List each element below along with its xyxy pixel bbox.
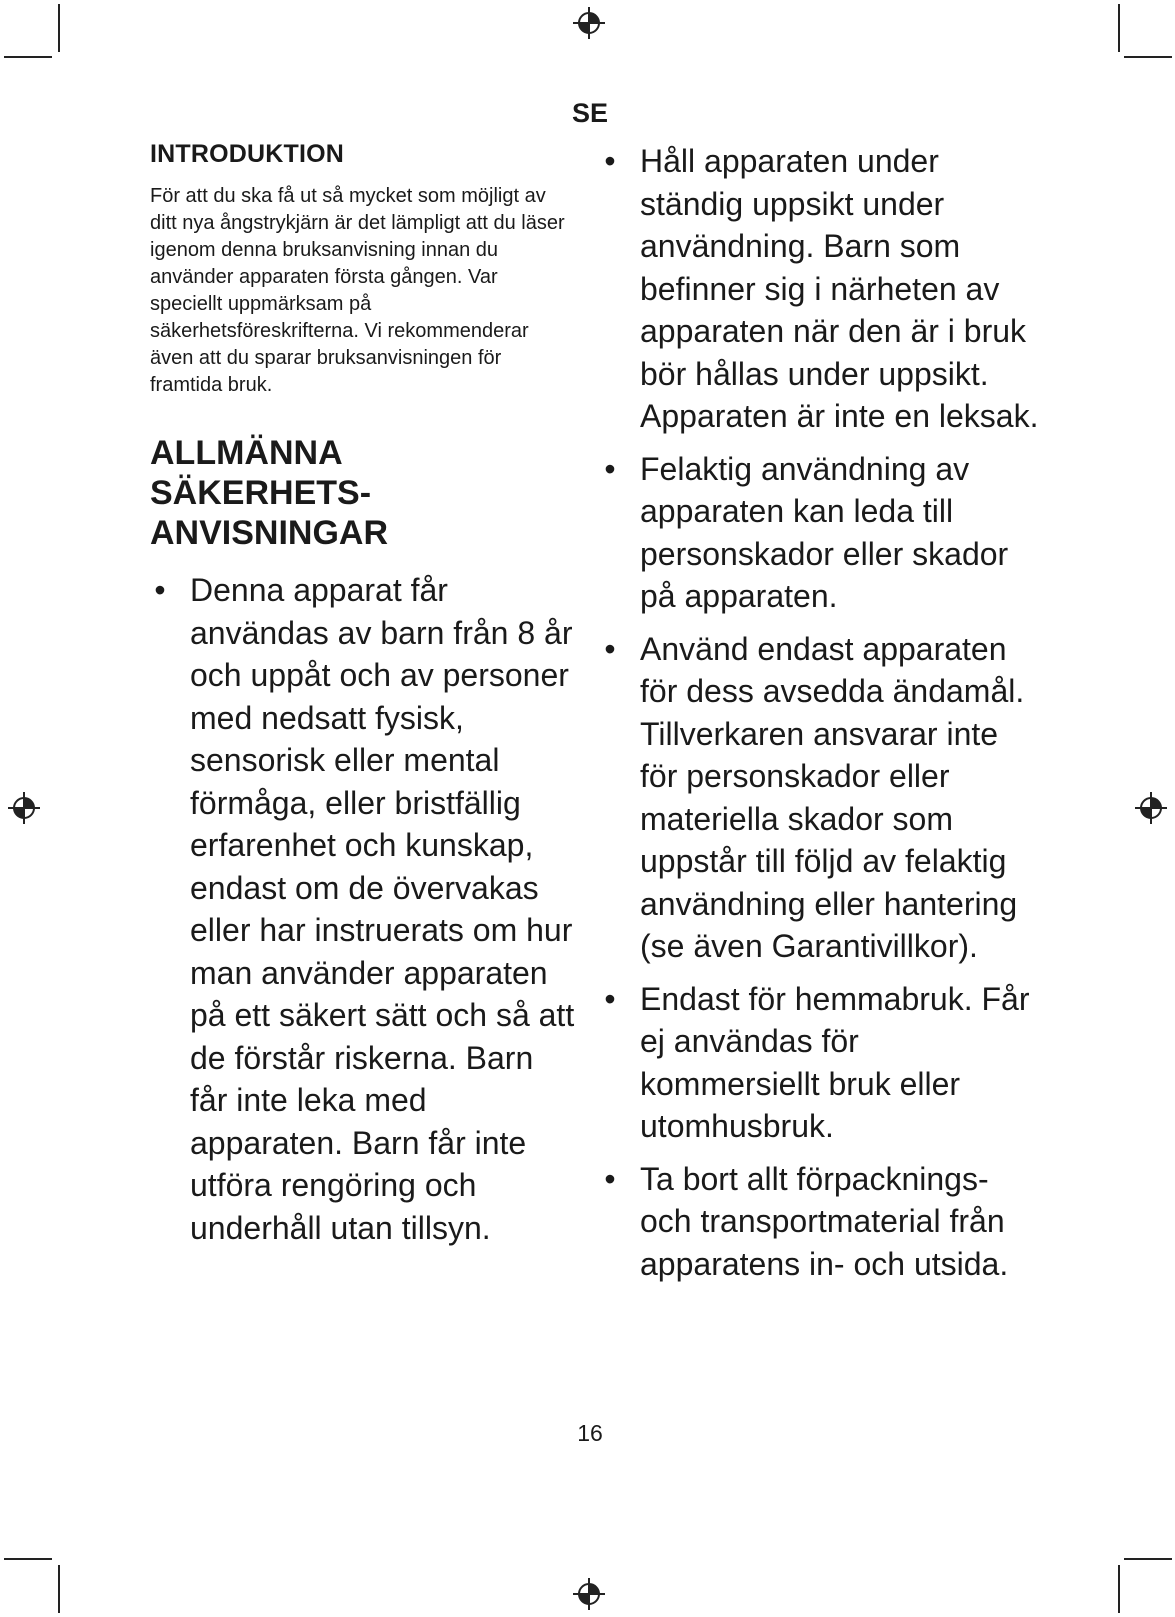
safety-heading-line: ALLMÄNNA: [150, 434, 343, 472]
crop-mark: [1124, 1558, 1172, 1560]
bullet-icon: •: [604, 980, 616, 1017]
safety-list-left: [150, 569, 575, 1249]
bullet-icon: •: [604, 630, 616, 667]
list-item-text: Håll apparaten under ständig uppsikt under användning. Barn som befinner sig i närheten av apparaten när den är i bruk bör hållas under uppsikt. Apparaten är inte en leksak.: [640, 143, 1039, 434]
right-column: [600, 140, 1040, 1295]
bullet-icon: •: [604, 1160, 616, 1197]
crop-mark: [58, 4, 60, 52]
list-item-text: Felaktig användning av apparaten kan leda till personskador eller skador på apparaten.: [640, 450, 1009, 614]
safety-heading-line: ANVISNINGAR: [150, 514, 389, 552]
list-item: [150, 569, 575, 1249]
introduction-body: För att du ska få ut så mycket som möjligt av ditt nya ångstrykjärn är det lämpligt att du läser igenom denna bruksanvisning innan du använder apparaten första gången. Var speciellt uppmärksam på säkerhetsföreskrifterna. Vi rekommenderar även att du sparar bruksanvisningen för framtida bruk.: [150, 185, 565, 396]
registration-mark-icon: [1134, 791, 1168, 825]
language-code: SE: [571, 98, 609, 128]
registration-mark-icon: [572, 6, 606, 40]
crop-mark: [1118, 4, 1120, 52]
crop-mark: [4, 56, 52, 58]
list-item: [600, 628, 1040, 968]
left-column: [150, 140, 575, 1259]
bullet-icon: •: [154, 572, 166, 608]
list-item-text: Ta bort allt förpacknings- och transportmaterial från apparatens in- och utsida.: [640, 1160, 1009, 1282]
list-item: [600, 978, 1040, 1148]
page-number: 16: [577, 1420, 603, 1446]
registration-mark-icon: [7, 791, 41, 825]
crop-mark: [1124, 56, 1172, 58]
safety-heading: [150, 433, 575, 553]
list-item: [600, 1158, 1040, 1286]
list-item-text: Använd endast apparaten för dess avsedda ändamål. Tillverkaren ansvarar inte för personskador eller materiella skador som uppstår till följd av felaktig användning eller hantering (se även Garantivillkor).: [640, 630, 1025, 964]
registration-mark-icon: [572, 1577, 606, 1611]
list-item: [600, 140, 1040, 438]
crop-mark: [1118, 1565, 1120, 1613]
crop-mark: [4, 1558, 52, 1560]
list-item-text: Endast för hemmabruk. Får ej användas för kommersiellt bruk eller utomhusbruk.: [640, 980, 1030, 1144]
safety-heading-line: SÄKERHETS-: [150, 474, 372, 512]
list-item-text: Denna apparat får användas av barn från 8 år och uppåt och av personer med nedsatt fysisk, sensorisk eller mental förmåga, eller bristfällig erfarenhet och kunskap, endast om de övervakas eller har instruerats om hur man använder apparaten på ett säkert sätt och så att de förstår riskerna. Barn får inte leka med apparaten. Barn får inte utföra rengöring och underhåll utan tillsyn.: [190, 572, 575, 1246]
bullet-icon: •: [604, 450, 616, 487]
crop-mark: [58, 1565, 60, 1613]
safety-list-right: [600, 140, 1040, 1285]
introduction-heading: INTRODUKTION: [150, 140, 345, 168]
bullet-icon: •: [604, 143, 616, 179]
list-item: [600, 448, 1040, 618]
